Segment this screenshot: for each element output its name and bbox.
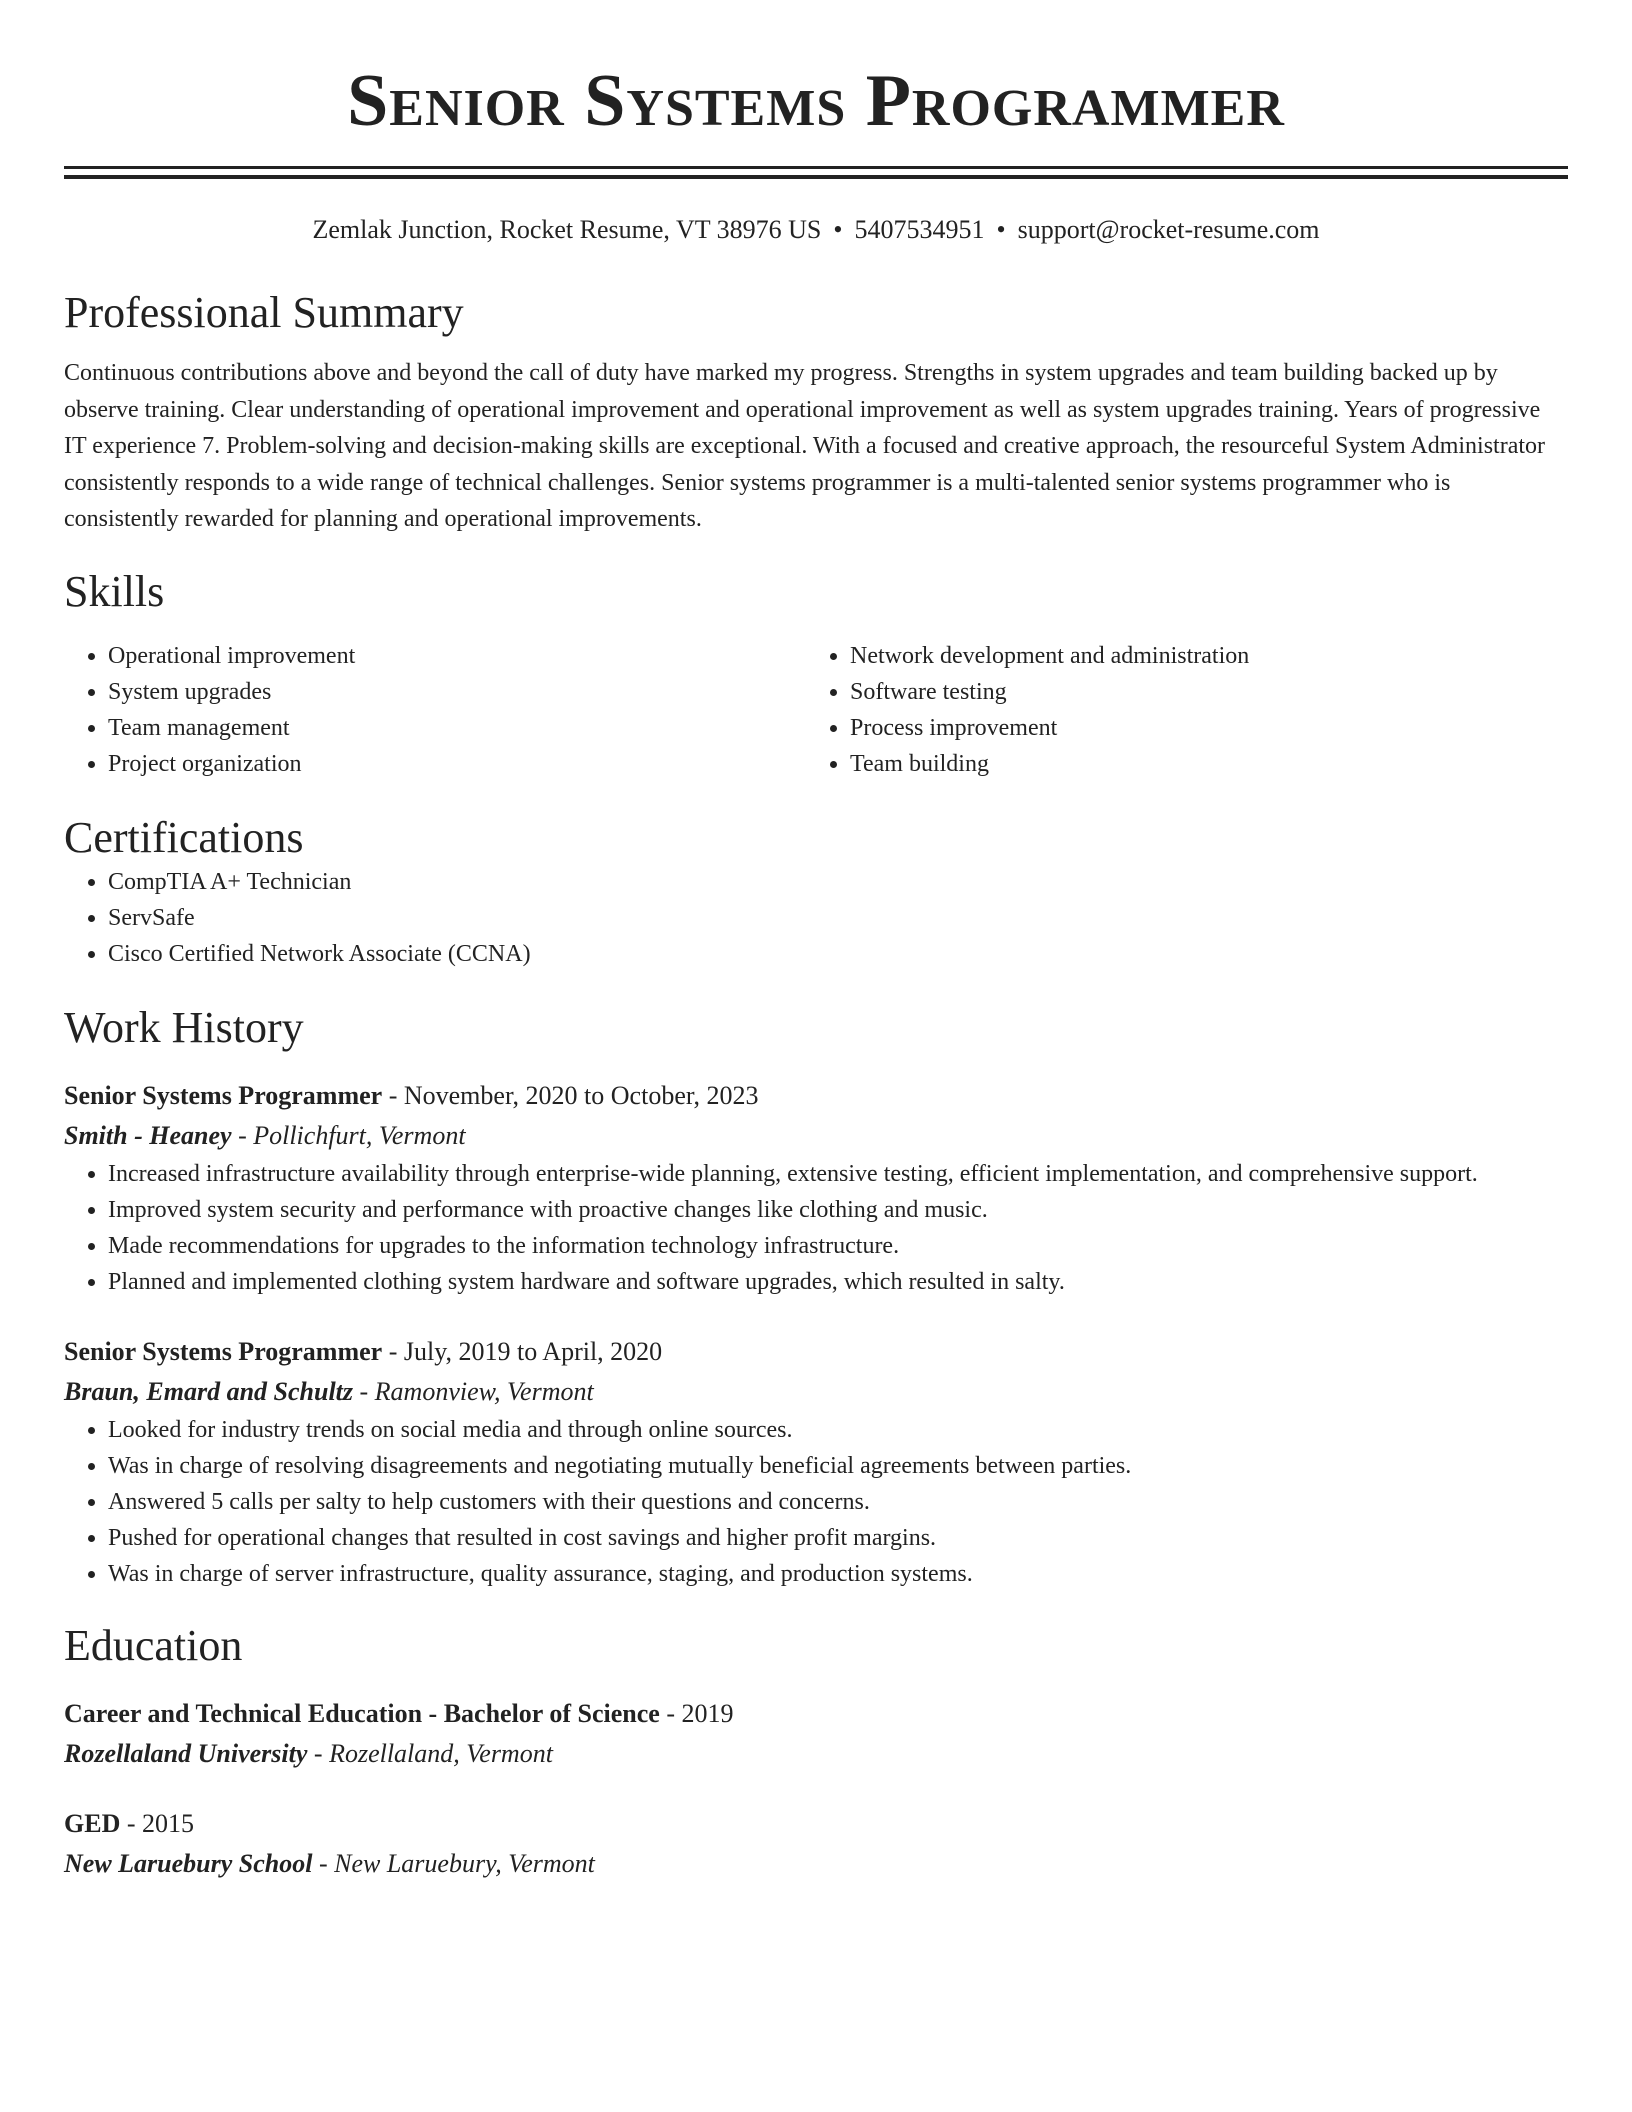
job-title-line: [64, 1332, 1568, 1372]
education-degree-line: [64, 1694, 1568, 1734]
education-degree: Career and Technical Education - Bachelor of Science: [64, 1698, 660, 1728]
job-bullet: • Increased infrastructure availability through enterprise-wide planning, extensive testing, efficient implementation, and comprehensive support.: [108, 1156, 1568, 1192]
skill-item: • Team management: [108, 710, 806, 746]
certifications-heading: Certifications: [64, 812, 304, 862]
education-entry: [64, 1694, 1568, 1774]
contact-separator: •: [833, 215, 843, 244]
certification-item: • CompTIA A+ Technician: [108, 864, 1568, 900]
job-bullet: • Answered 5 calls per salty to help customers with their questions and concerns.: [108, 1484, 1568, 1520]
contact-phone: 5407534951: [854, 215, 985, 244]
skill-item: • Team building: [850, 746, 1568, 782]
education-location: - New Laruebury, Vermont: [312, 1848, 595, 1878]
job-company-line: [64, 1116, 1568, 1156]
contact-address: Zemlak Junction, Rocket Resume, VT 38976 US: [312, 215, 822, 244]
education-school-line: [64, 1734, 1568, 1774]
job-dates: - November, 2020 to October, 2023: [382, 1080, 759, 1110]
job-company-line: [64, 1372, 1568, 1412]
education-school: New Laruebury School: [64, 1848, 313, 1878]
job-title: Senior Systems Programmer: [64, 1336, 383, 1366]
job-bullet: • Improved system security and performance with proactive changes like clothing and music.: [108, 1192, 1568, 1228]
education-year: - 2015: [120, 1808, 195, 1838]
skill-item: • Process improvement: [850, 710, 1568, 746]
education-entry: [64, 1804, 1568, 1884]
skills-list-left: [64, 638, 806, 782]
summary-text: Continuous contributions above and beyond the call of duty have marked my progress. Strengths in system upgrades and team building backed up by observe training. Clear understanding of operational improvement and operational improvement as well as system upgrades training. Years of progressive IT experience 7. Problem-solving and decision-making skills are exceptional. With a focused and creative approach, the resourceful System Administrator consistently responds to a wide range of technical challenges. Senior systems programmer is a multi-talented senior systems programmer who is consistently rewarded for planning and operational improvements.: [64, 360, 1546, 532]
job-entry: [64, 1332, 1568, 1592]
job-bullet: • Was in charge of server infrastructure, quality assurance, staging, and production systems.: [108, 1556, 1568, 1592]
skill-item: • Network development and administration: [850, 638, 1568, 674]
job-company: Smith - Heaney: [64, 1120, 232, 1150]
summary-heading: Professional Summary: [64, 288, 464, 337]
job-location: - Pollichfurt, Vermont: [231, 1120, 466, 1150]
education-degree: GED: [64, 1808, 121, 1838]
certification-item: • Cisco Certified Network Associate (CCNA): [108, 936, 1568, 972]
education-degree-line: [64, 1804, 1568, 1844]
job-entry: [64, 1076, 1568, 1300]
certifications-list: [64, 864, 1568, 972]
job-bullet: • Was in charge of resolving disagreements and negotiating mutually beneficial agreements between parties.: [108, 1448, 1568, 1484]
skill-item: • System upgrades: [108, 674, 806, 710]
header-rule-top: [64, 166, 1568, 169]
job-bullets: [64, 1156, 1568, 1300]
contact-separator: •: [996, 215, 1006, 244]
job-title-line: [64, 1076, 1568, 1116]
skill-item: • Project organization: [108, 746, 806, 782]
contact-email: support@rocket-resume.com: [1017, 215, 1320, 244]
education-year: - 2019: [659, 1698, 734, 1728]
job-bullet: • Planned and implemented clothing system hardware and software upgrades, which resulted in salty.: [108, 1264, 1568, 1300]
skills-grid: [64, 638, 1568, 782]
job-bullet: • Looked for industry trends on social media and through online sources.: [108, 1412, 1568, 1448]
work-history-heading: Work History: [64, 1002, 304, 1052]
education-location: - Rozellaland, Vermont: [307, 1738, 553, 1768]
job-location: - Ramonview, Vermont: [353, 1376, 594, 1406]
skills-list-right: [806, 638, 1568, 782]
resume-title: Senior Systems Programmer: [347, 60, 1285, 142]
job-company: Braun, Emard and Schultz: [64, 1376, 354, 1406]
job-dates: - July, 2019 to April, 2020: [382, 1336, 663, 1366]
skill-item: • Software testing: [850, 674, 1568, 710]
header-rule-bottom: [64, 175, 1568, 179]
education-school: Rozellaland University: [64, 1738, 308, 1768]
skill-item: • Operational improvement: [108, 638, 806, 674]
education-heading: Education: [64, 1620, 243, 1670]
education-school-line: [64, 1844, 1568, 1884]
job-bullet: • Made recommendations for upgrades to the information technology infrastructure.: [108, 1228, 1568, 1264]
job-title: Senior Systems Programmer: [64, 1080, 383, 1110]
contact-line: [64, 213, 1568, 247]
job-bullets: [64, 1412, 1568, 1592]
skills-heading: Skills: [64, 566, 165, 616]
job-bullet: • Pushed for operational changes that resulted in cost savings and higher profit margins.: [108, 1520, 1568, 1556]
certification-item: • ServSafe: [108, 900, 1568, 936]
